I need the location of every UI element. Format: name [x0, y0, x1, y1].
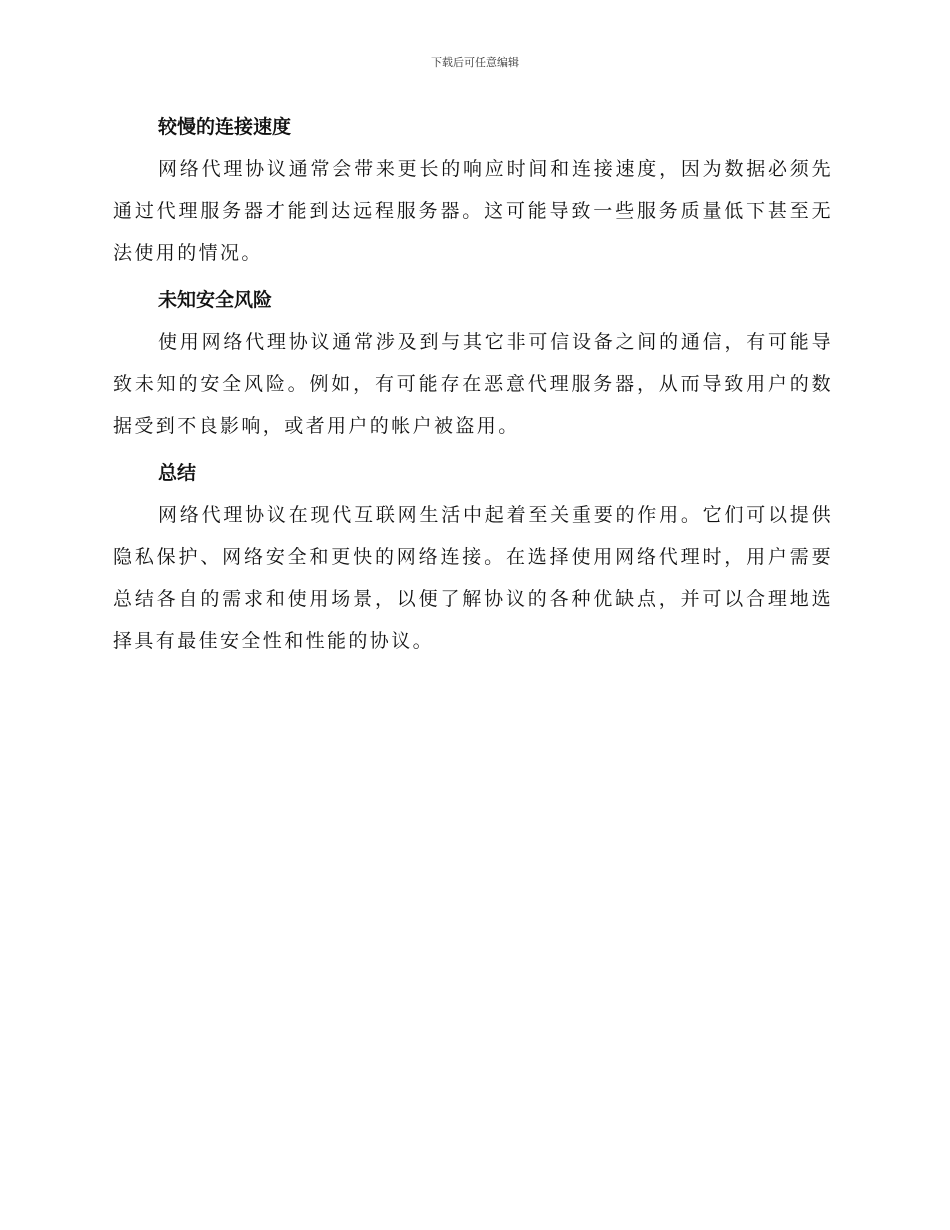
section-paragraph: 使用网络代理协议通常涉及到与其它非可信设备之间的通信，有可能导致未知的安全风险。例如，有可能存在恶意代理服务器，从而导致用户的数据受到不良影响，或者用户的帐户被盗用。 — [113, 331, 833, 437]
section-unknown-risk — [113, 279, 833, 447]
page-header: 下载后可任意编辑 — [431, 56, 519, 69]
section-slow-connection — [113, 106, 833, 274]
section-heading: 总结 — [158, 462, 197, 484]
section-paragraph: 网络代理协议通常会带来更长的响应时间和连接速度，因为数据必须先通过代理服务器才能到达远程服务器。这可能导致一些服务质量低下甚至无法使用的情况。 — [113, 158, 833, 264]
section-summary — [113, 452, 833, 662]
document-body — [113, 106, 833, 667]
section-heading: 未知安全风险 — [158, 289, 273, 311]
section-paragraph: 网络代理协议在现代互联网生活中起着至关重要的作用。它们可以提供隐私保护、网络安全和更快的网络连接。在选择使用网络代理时，用户需要总结各自的需求和使用场景，以便了解协议的各种优缺点，并可以合理地选择具有最佳安全性和性能的协议。 — [113, 504, 833, 652]
section-heading: 较慢的连接速度 — [158, 116, 292, 138]
